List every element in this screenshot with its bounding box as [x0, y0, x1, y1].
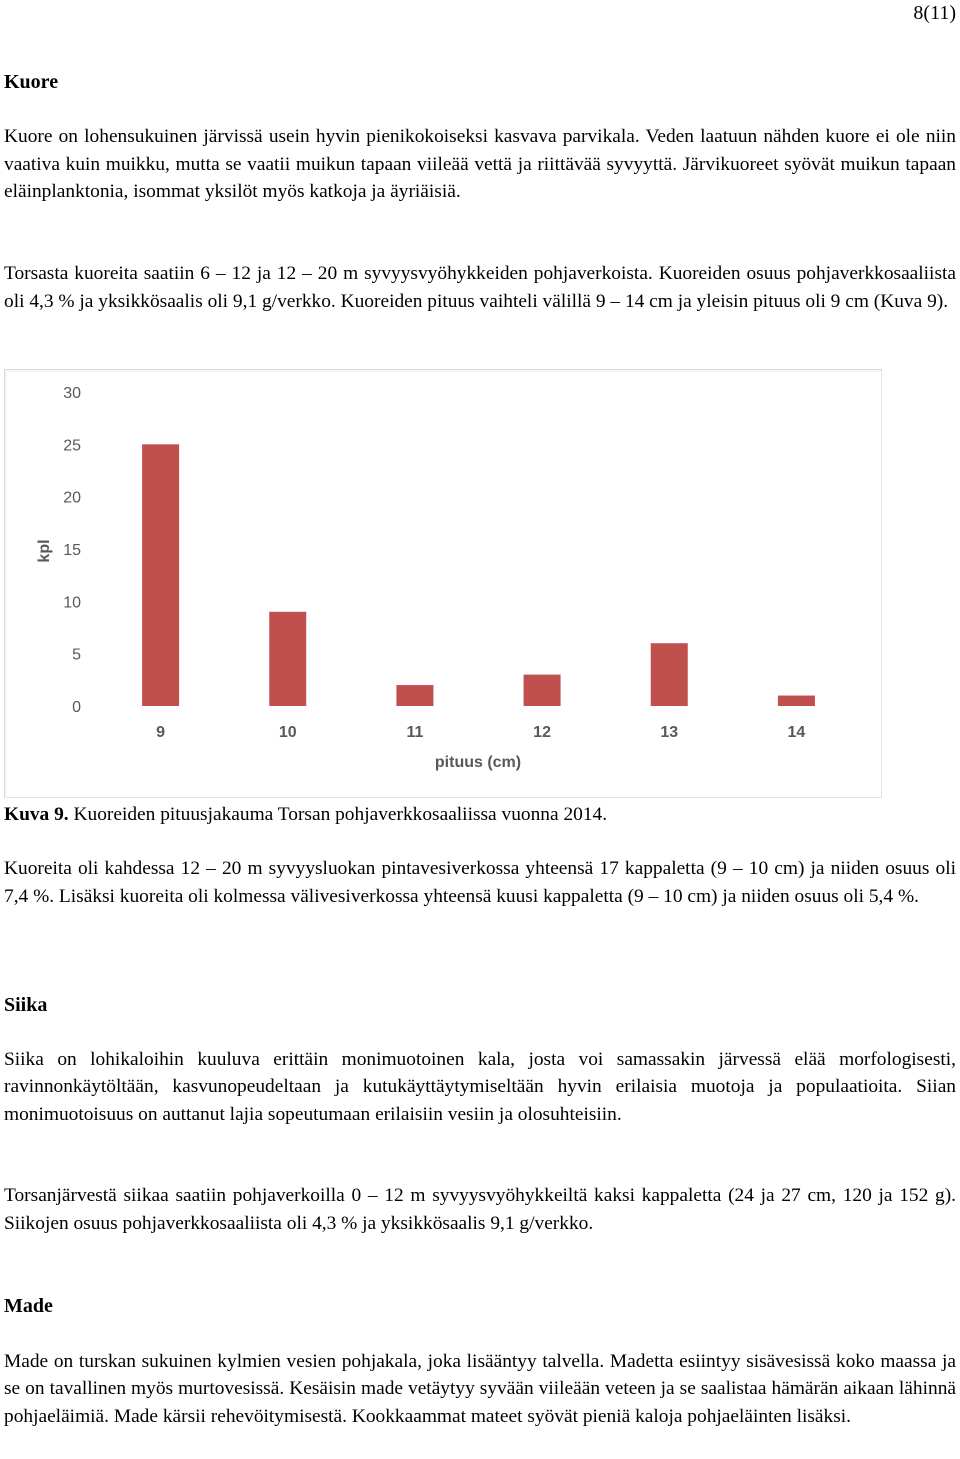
x-tick-label: 11 [406, 724, 424, 741]
x-tick-label: 9 [156, 724, 166, 741]
y-tick-label: 10 [63, 594, 81, 612]
caption-label: Kuva 9. [4, 804, 69, 825]
y-tick-label: 0 [72, 699, 81, 716]
caption-text: Kuoreiden pituusjakauma Torsan pohjaverkkosaaliissa vuonna 2014. [68, 804, 608, 825]
chart-frame [5, 370, 882, 798]
paragraph-siika-catch: Torsanjärvestä siikaa saatiin pohjaverkoilla 0 – 12 m syvyysvyöhykkeiltä kaksi kappaletta (24 ja 27 cm, 120 ja 152 g). Siikojen osuus pohjaverkkosaaliista oli 4,3 % ja yksikkösaalis 9,1 g/verkko. [4, 1185, 956, 1234]
paragraph-made-intro: Made on turskan sukuinen kylmien vesien pohjakala, joka lisääntyy talvella. Madetta esiintyy sisävesissä koko maassa ja se on tavallinen myös murtovesissä. Kesäisin made vetäytyy syvään viileään veteen ja se saalistaa hämärän aikaan lähinnä pohjaeläimiä. Made kärsii rehevöitymisestä. Kookkaammat mateet syövät pieniä kaloja pohjaeläinten lisäksi. [4, 1351, 956, 1427]
heading-kuore: Kuore [4, 71, 59, 93]
heading-siika: Siika [4, 994, 48, 1016]
y-tick-label: 30 [63, 385, 81, 402]
bar-10-cm [269, 612, 306, 706]
page-number: 8(11) [913, 2, 956, 24]
paragraph-kuore-catch: Torsasta kuoreita saatiin 6 – 12 ja 12 – 20 m syvyysvyöhykkeiden pohjaverkoista. Kuoreiden osuus pohjaverkkosaaliista oli 4,3 % ja yksikkösaalis oli 9,1 g/verkko. Kuoreiden pituus vaihteli välillä 9 – 14 cm ja yleisin pituus oli 9 cm (Kuva 9). [4, 263, 956, 312]
paragraph-siika-intro: Siika on lohikaloihin kuuluva erittäin monimuotoinen kala, josta voi samassakin järvessä elää morfologisesti, ravinnonkäytöltään, kasvunopeudeltaan ja kutukäyttäytymiseltään hyvin erilaisia muotoja ja populaatioita. Siian monimuotoisuus on auttanut lajia sopeutumaan erilaisiin vesiin ja olosuhteisiin. [4, 1049, 956, 1125]
x-tick-label: 13 [660, 724, 679, 741]
y-axis-label: kpl [36, 539, 53, 563]
paragraph-kuore-intro: Kuore on lohensukuinen järvissä usein hyvin pienikokoiseksi kasvava parvikala. Veden laatuun nähden kuore ei ole niin vaativa kuin muikku, mutta se vaatii muikun tapaan viileää vettä ja riittävää syvyyttä. Järvikuoreet syövät muikun tapaan eläinplanktonia, isommat yksilöt myös katkoja ja äyriäisiä. [4, 126, 956, 202]
paragraph-kuore-surface: Kuoreita oli kahdessa 12 – 20 m syvyysluokan pintavesiverkossa yhteensä 17 kappaletta (9 – 10 cm) ja niiden osuus oli 7,4 %. Lisäksi kuoreita oli kolmessa välivesiverkossa yhteensä kuusi kappaletta (9 – 10 cm) ja niiden osuus oli 5,4 %. [4, 858, 956, 907]
y-tick-label: 25 [63, 437, 81, 455]
y-tick-label: 20 [63, 489, 81, 507]
bar-11-cm [396, 685, 433, 706]
heading-made: Made [4, 1295, 53, 1317]
x-tick-label: 10 [278, 724, 297, 741]
x-tick-label: 12 [533, 724, 551, 741]
figure-caption [4, 801, 607, 828]
bar-9-cm [142, 444, 179, 706]
bar-13-cm [651, 643, 688, 706]
x-axis-label: pituus (cm) [434, 754, 522, 771]
y-tick-label: 5 [72, 646, 81, 664]
bar-14-cm [778, 696, 815, 706]
x-tick-label: 14 [787, 724, 806, 741]
y-tick-label: 15 [63, 542, 81, 559]
bar-12-cm [524, 675, 561, 706]
length-distribution-chart [4, 369, 882, 798]
